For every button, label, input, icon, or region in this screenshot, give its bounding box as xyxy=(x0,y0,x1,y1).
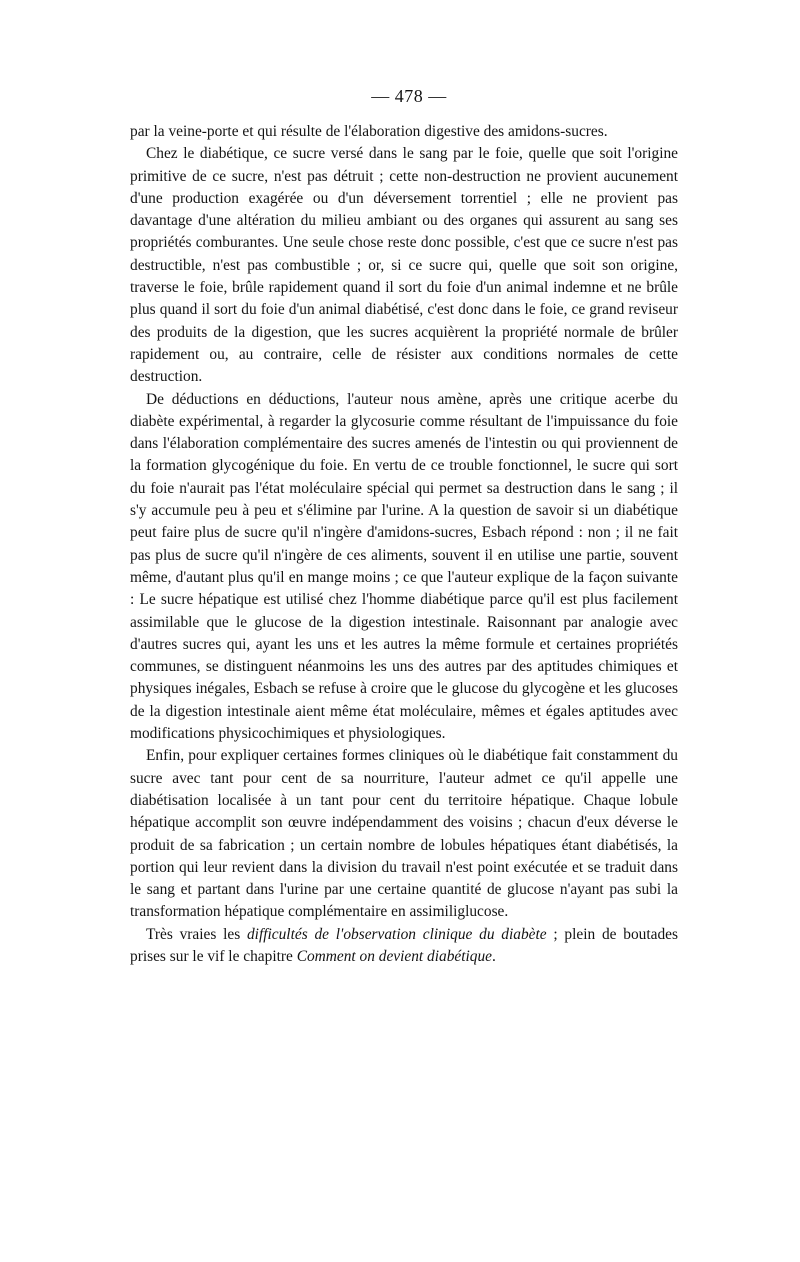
paragraph-5-italic-title-1: difficultés de l'observation clinique du diabète xyxy=(246,925,547,943)
paragraph-5 xyxy=(130,924,678,969)
paragraph-5-text-3: . xyxy=(492,947,496,965)
paragraph-1: par la veine-porte et qui résulte de l'élaboration digestive des amidons-sucres. xyxy=(130,123,608,140)
paragraph-2: Chez le diabétique, ce sucre versé dans le sang par le foie, quelle que soit l'origine primitive de ce sucre, n'est pas détruit ; cette non-destruction ne provient aucunement d'une production exagérée ou d'un déversement torrentiel ; elle ne provient pas davantage d'une altération du milieu ambiant ou des organes qui assurent au sang ses propriétés comburantes. Une seule chose reste donc possible, c'est que ce sucre n'est pas destructible, n'est pas combustible ; or, si ce sucre qui, quelle que soit son origine, traverse le foie, brûle rapidement quand il sort du foie d'un animal indemne et ne brûle plus quand il sort du foie d'un animal diabétisé, c'est donc dans le foie, ce grand reviseur des produits de la digestion, que les sucres acquièrent la propriété normale de brûler rapidement ou, au contraire, celle de résister aux conditions normales de cette destruction. xyxy=(130,145,678,386)
page-number: — 478 — xyxy=(371,86,447,106)
paragraph-5-text-1: Très vraies les xyxy=(146,925,247,943)
paragraph-4: Enfin, pour expliquer certaines formes cliniques où le diabétique fait constamment du sucre avec tant pour cent de sa nourriture, l'auteur admet ce qu'il appelle une diabétisation localisée à un tant pour cent du territoire hépatique. Chaque lobule hépatique accomplit son œuvre indépendamment des voisins ; chacun d'eux déverse le produit de sa fabrication ; un certain nombre de lobules hépatiques étant diabétisés, la portion qui leur revient dans la division du travail n'est point exécutée et se traduit dans le sang et partant dans l'urine par une certaine quantité de glucose n'ayant pas subi la transformation hépatique complémentaire en assimiliglucose. xyxy=(130,747,678,921)
document-page xyxy=(130,86,678,968)
paragraph-3: De déductions en déductions, l'auteur nous amène, après une critique acerbe du diabète expérimental, à regarder la glycosurie comme résultant de l'impuissance du foie dans l'élaboration complémentaire des sucres amenés de l'intestin ou qui proviennent de la formation glycogénique du foie. En vertu de ce trouble fonctionnel, le sucre qui sort du foie n'aurait pas l'état moléculaire spécial qui permet sa destruction dans le sang ; il s'y accumule peu à peu et s'élimine par l'urine. A la question de savoir si un diabétique peut faire plus de sucre qu'il n'ingère d'amidons-sucres, Esbach répond : non ; il ne fait pas plus de sucre qu'il n'ingère de ces aliments, souvent il en utilise une partie, souvent même, d'autant plus qu'il en mange moins ; ce que l'auteur explique de la façon suivante : Le sucre hépatique est utilisé chez l'homme diabétique parce qu'il est plus facilement assimilable que le glucose de la digestion intestinale. Raisonnant par analogie avec d'autres sucres qui, ayant les uns et les autres la même formule et certaines propriétés communes, se distinguent néanmoins les uns des autres par des aptitudes chimiques et physiques inégales, Esbach se refuse à croire que le glucose du glycogène et les glucoses de la digestion intestinale aient même état moléculaire, mêmes et égales aptitudes avec modifications physicochimiques et physiologiques. xyxy=(130,390,678,743)
paragraph-5-italic-title-2: Comment on devient diabétique xyxy=(296,947,493,965)
body-text xyxy=(130,121,678,968)
paragraph-5-text-2: ; plein de boutades prises sur le vif le chapitre xyxy=(130,925,678,965)
